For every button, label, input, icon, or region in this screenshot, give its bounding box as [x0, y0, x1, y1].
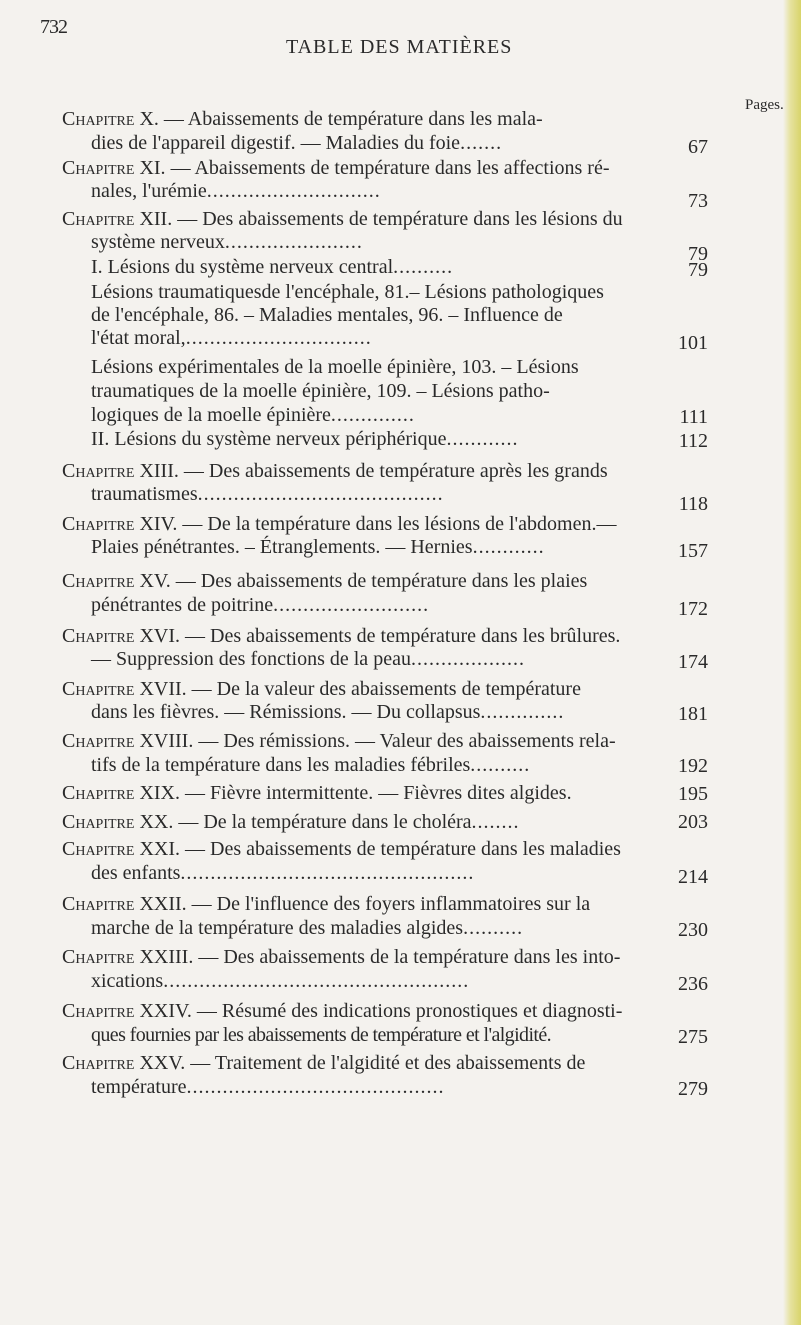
entry-text-line: nales, l'urémie.............................: [91, 180, 381, 202]
page-number: 732: [40, 16, 67, 38]
chapter-label: Chapitre XV.: [62, 570, 171, 592]
entry-text-line: de l'encéphale, 86. – Maladies mentales, 96. – Influence de: [91, 304, 563, 326]
page-ref: 279: [678, 1078, 708, 1100]
chapter-label: Chapitre XII.: [62, 208, 173, 230]
page-ref: 214: [678, 866, 708, 888]
chapter-label: Chapitre XXII.: [62, 893, 187, 915]
entry-text: — Fièvre intermittente. — Fièvres dites algides.: [185, 782, 572, 804]
entry-text: — Des abaissements de température dans les plaies: [175, 570, 588, 592]
chapter-label: Chapitre XVII.: [62, 678, 187, 700]
page-ref: 275: [678, 1026, 708, 1048]
chapter-label: Chapitre XIII.: [62, 460, 179, 482]
chapter-label: Chapitre XIX.: [62, 782, 180, 804]
entry-text-line: logiques de la moelle épinière..............: [91, 404, 415, 426]
toc-entry-chapter-xiii: [62, 460, 608, 482]
page-edge: [783, 0, 801, 1325]
chapter-label: Chapitre XXV.: [62, 1052, 186, 1074]
page-ref: 118: [678, 493, 708, 515]
toc-entry-chapter-xix: [62, 782, 572, 804]
entry-text-line: Plaies pénétrantes. – Étranglements. — Hernies............: [91, 536, 545, 558]
toc-entry-chapter-xv: [62, 570, 587, 592]
chapter-label: Chapitre XXI.: [62, 838, 180, 860]
pages-column-label: Pages.: [745, 97, 784, 113]
toc-entry-chapter-xxiii: [62, 946, 620, 968]
toc-entry-chapter-xx: Chapitre XX. — De la température dans le choléra........: [62, 811, 520, 833]
entry-text-line: pénétrantes de poitrine..........................: [91, 594, 430, 616]
chapter-label: Chapitre XIV.: [62, 513, 178, 535]
entry-text-line: l'état moral,...............................: [91, 327, 372, 349]
chapter-label: Chapitre X.: [62, 108, 159, 130]
page-ref: 195: [678, 783, 708, 805]
toc-entry-lesions-moelle: Lésions expérimentales de la moelle épinière, 103. – Lésions: [91, 356, 579, 378]
page-ref: 157: [678, 540, 708, 562]
page-ref: 79: [688, 259, 708, 281]
entry-text-line: xications...................................................: [91, 970, 470, 992]
entry-text: — Traitement de l'algidité et des abaissements de: [190, 1052, 586, 1074]
entry-text: — Abaissements de température dans les affections ré-: [170, 157, 610, 179]
toc-entry-chapter-x: [62, 108, 543, 130]
entry-text-line: traumatiques de la moelle épinière, 109. – Lésions patho-: [91, 380, 550, 402]
entry-text: — Des abaissements de la température dans les into-: [198, 946, 621, 968]
entry-text-line: température...........................................: [91, 1076, 445, 1098]
entry-text: — De la température dans les lésions de l'abdomen.—: [182, 513, 617, 535]
entry-text-line: système nerveux.......................: [91, 231, 363, 253]
chapter-label: Chapitre XVI.: [62, 625, 180, 647]
toc-entry-section-i: I. Lésions du système nerveux central..........: [91, 256, 454, 278]
toc-entry-chapter-xii: [62, 208, 623, 230]
toc-entry-chapter-xxi: [62, 838, 621, 860]
page-ref: 73: [688, 190, 708, 212]
page-ref: 111: [679, 406, 708, 428]
toc-entry-chapter-xi: [62, 157, 610, 179]
entry-text-line: — Suppression des fonctions de la peau...................: [91, 648, 525, 670]
page-ref: 112: [678, 430, 708, 452]
page-ref: 174: [678, 651, 708, 673]
toc-entry-chapter-xxii: [62, 893, 590, 915]
chapter-label: Chapitre XI.: [62, 157, 166, 179]
toc-entry-chapter-xviii: [62, 730, 616, 752]
entry-text-line: dans les fièvres. — Rémissions. — Du collapsus..............: [91, 701, 565, 723]
entry-text: — Des abaissements de température dans les lésions du: [177, 208, 623, 230]
entry-text: — Résumé des indications pronostiques et diagnosti-: [196, 1000, 623, 1022]
page-ref: 203: [678, 811, 708, 833]
page-ref: 230: [678, 919, 708, 941]
entry-text-line: dies de l'appareil digestif. — Maladies du foie.......: [91, 132, 503, 154]
entry-text: — Abaissements de température dans les mala-: [163, 108, 543, 130]
entry-text: — Des abaissements de température après les grands: [183, 460, 608, 482]
chapter-label: Chapitre XXIII.: [62, 946, 194, 968]
page-ref: 181: [678, 703, 708, 725]
entry-text-line: tifs de la température dans les maladies fébriles..........: [91, 754, 531, 776]
chapter-label: Chapitre XVIII.: [62, 730, 194, 752]
entry-text-line: ques fournies par les abaissements de température et l'algidité.: [91, 1024, 552, 1046]
page-ref: 236: [678, 973, 708, 995]
page-ref: 192: [678, 755, 708, 777]
toc-entry-chapter-xxv: [62, 1052, 585, 1074]
entry-text: — Des abaissements de température dans les maladies: [185, 838, 621, 860]
entry-text-line: des enfants.................................................: [91, 862, 475, 884]
entry-text-line: traumatismes.........................................: [91, 483, 444, 505]
entry-text: — De la valeur des abaissements de température: [191, 678, 581, 700]
entry-text: — De l'influence des foyers inflammatoires sur la: [191, 893, 591, 915]
running-header: TABLE DES MATIÈRES: [286, 36, 513, 58]
toc-entry-chapter-xxiv: [62, 1000, 622, 1022]
page-ref: 101: [678, 332, 708, 354]
page-ref: 172: [678, 598, 708, 620]
page-ref: 79: [688, 243, 708, 265]
entry-text: — Des abaissements de température dans les brûlures.: [185, 625, 621, 647]
page-ref: 67: [688, 136, 708, 158]
toc-entry-chapter-xvii: [62, 678, 581, 700]
entry-text-line: marche de la température des maladies algides..........: [91, 917, 524, 939]
toc-entry-section-ii: II. Lésions du système nerveux périphérique............: [91, 428, 519, 450]
toc-entry-chapter-xvi: [62, 625, 620, 647]
chapter-label: Chapitre XXIV.: [62, 1000, 192, 1022]
entry-text: — Des rémissions. — Valeur des abaissements rela-: [198, 730, 616, 752]
toc-entry-chapter-xiv: [62, 513, 616, 535]
entry-text: — De la température dans le choléra: [178, 811, 472, 833]
toc-entry-lesions-encephale: Lésions traumatiquesde l'encéphale, 81.– Lésions pathologiques: [91, 281, 604, 303]
chapter-label: Chapitre XX.: [62, 811, 174, 833]
